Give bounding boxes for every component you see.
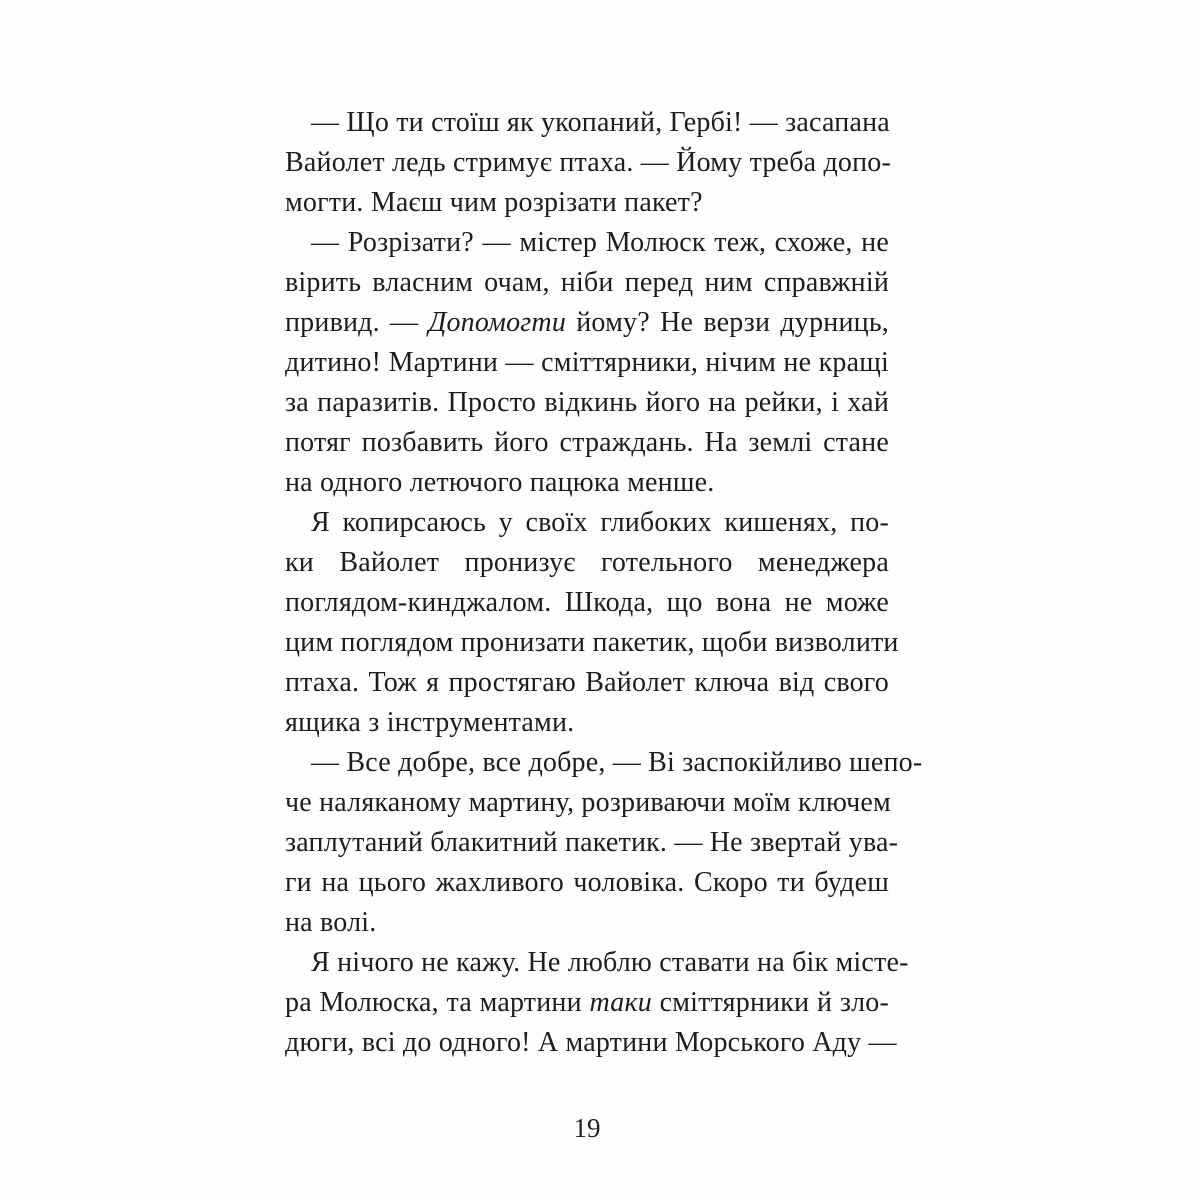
text-segment: — Що ти стоїш як укопаний, Гербі! — засапана [311, 107, 890, 138]
text-line [285, 583, 889, 623]
text-line [285, 703, 889, 743]
text-line [285, 783, 889, 823]
text-segment: ящика з інструментами. [285, 707, 575, 738]
text-line [285, 223, 889, 263]
text-segment: Я нічого не кажу. Не люблю ставати на бік місте- [311, 947, 909, 978]
text-segment: Вайолет ледь стримує птаха. — Йому треба допо- [285, 147, 892, 178]
text-segment: могти. Маєш чим розрізати пакет? [285, 187, 703, 218]
text-line [285, 943, 909, 983]
text-segment: потяг позбавить його страждань. На землі стане [285, 427, 889, 458]
text-segment: — Все добре, все добре, — Ві заспокійливо шепо- [311, 747, 923, 778]
text-segment: ра Молюска, та мартини [285, 987, 590, 1018]
text-segment: ки Вайолет пронизує готельного менеджера [285, 547, 889, 578]
text-line [285, 103, 889, 143]
text-segment: сміттярники й зло- [651, 987, 889, 1018]
italic-text-segment: Допомогти [428, 307, 567, 338]
text-line [285, 863, 889, 903]
text-segment: цим поглядом пронизати пакетик, щоби визволити [285, 627, 899, 658]
text-line [285, 1023, 897, 1063]
text-line [285, 823, 899, 863]
text-segment: че наляканому мартину, розриваючи моїм ключем [285, 787, 891, 818]
text-segment: привид. — [285, 307, 429, 338]
text-segment: Я копирсаюсь у своїх глибоких кишенях, по- [311, 507, 889, 538]
text-line [285, 983, 889, 1023]
text-line [285, 663, 889, 703]
text-line [285, 623, 899, 663]
text-line [285, 343, 889, 383]
text-block [285, 103, 923, 1063]
text-line [285, 383, 889, 423]
text-line [285, 423, 889, 463]
text-segment: на волі. [285, 907, 377, 938]
text-segment: птаха. Тож я простягаю Вайолет ключа від свого [285, 667, 889, 698]
text-line [285, 463, 889, 503]
text-line [285, 143, 892, 183]
text-line [285, 303, 889, 343]
text-segment: дюги, всі до одного! А мартини Морського Аду — [285, 1027, 897, 1058]
text-line [285, 743, 923, 783]
text-segment: йому? Не верзи дурниць, [566, 307, 890, 338]
text-line [285, 503, 889, 543]
text-segment: заплутаний блакитний пакетик. — Не звертай ува- [285, 827, 899, 858]
text-segment: — Розрізати? — містер Молюск теж, схоже, не [311, 227, 889, 258]
text-segment: поглядом-кинджалом. Шкода, що вона не може [285, 587, 889, 618]
page-number: 19 [573, 1113, 601, 1143]
text-segment: за паразитів. Просто відкинь його на рейки, і хай [285, 387, 889, 418]
italic-text-segment: таки [589, 987, 652, 1018]
text-segment: дитино! Мартини — сміттярники, нічим не кращі [285, 347, 889, 378]
text-line [285, 543, 889, 583]
text-line [285, 183, 889, 223]
text-segment: вірить власним очам, ніби перед ним справжній [285, 267, 889, 298]
text-segment: на одного летючого пацюка менше. [285, 467, 715, 498]
text-segment: ги на цього жахливого чоловіка. Скоро ти будеш [285, 867, 889, 898]
text-line [285, 263, 889, 303]
text-line [285, 903, 889, 943]
